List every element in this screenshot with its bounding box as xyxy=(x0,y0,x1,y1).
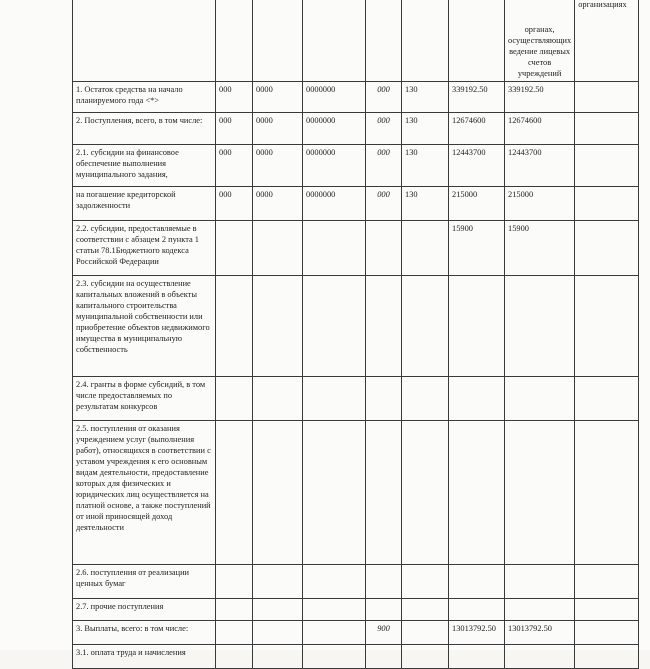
cell-code xyxy=(303,565,366,599)
table-row xyxy=(73,276,639,377)
cell-code: 0000 xyxy=(253,187,303,221)
cell-total xyxy=(449,565,505,599)
row-label: 2.6. поступления от реализации ценных бумаг xyxy=(73,565,216,599)
row-label: на погашение кредиторской задолженности xyxy=(73,187,216,221)
cell-org xyxy=(575,421,639,565)
cell-total: 13013792.50 xyxy=(449,621,505,645)
cell-code xyxy=(366,377,402,421)
row-label: 2. Поступления, всего, в том числе: xyxy=(73,113,216,145)
cell-org xyxy=(575,145,639,187)
cell-code: 000 xyxy=(366,113,402,145)
cell-code: 130 xyxy=(402,187,449,221)
cell-treasury: 215000 xyxy=(505,187,575,221)
cell-code xyxy=(366,599,402,621)
cell-code xyxy=(216,565,253,599)
cell-code xyxy=(366,421,402,565)
cell-total: 339192.50 xyxy=(449,82,505,113)
cell-org xyxy=(575,113,639,145)
row-label: 2.3. субсидии на осуществление капитальных вложений в объекты капитального строительства муниципальной собственности или приобретение объектов недвижимого имущества в муниципальную собственность xyxy=(73,276,216,377)
cell-code: 0000 xyxy=(253,82,303,113)
cell-code xyxy=(253,599,303,621)
cell-treasury xyxy=(505,599,575,621)
cell-code xyxy=(216,221,253,276)
cell-code xyxy=(303,377,366,421)
table-row xyxy=(73,645,639,669)
cell-total xyxy=(449,377,505,421)
cell-org xyxy=(575,276,639,377)
cell-total xyxy=(449,421,505,565)
cell-total: 12443700 xyxy=(449,145,505,187)
cell-total xyxy=(449,276,505,377)
cell-treasury: 12674600 xyxy=(505,113,575,145)
cell-code xyxy=(303,221,366,276)
cell-code: 0000 xyxy=(253,113,303,145)
cell-code xyxy=(402,276,449,377)
cell-code: 0000 xyxy=(253,145,303,187)
cell-code: 000 xyxy=(366,145,402,187)
cell-code: 000 xyxy=(216,82,253,113)
cell-code xyxy=(253,377,303,421)
cell-code xyxy=(253,645,303,669)
cell-code xyxy=(216,276,253,377)
cell-total xyxy=(449,645,505,669)
cell-treasury xyxy=(505,276,575,377)
cell-code xyxy=(253,621,303,645)
cell-code: 000 xyxy=(366,82,402,113)
cell-treasury: 15900 xyxy=(505,221,575,276)
cell-code: 000 xyxy=(216,145,253,187)
row-label: 1. Остаток средства на начало планируемого года <*> xyxy=(73,82,216,113)
cell-code: 900 xyxy=(366,621,402,645)
table-row xyxy=(73,421,639,565)
cell-org xyxy=(575,599,639,621)
cell-total xyxy=(449,599,505,621)
table-row xyxy=(73,113,639,145)
cell-code xyxy=(216,421,253,565)
table-row xyxy=(73,599,639,621)
cell-total: 215000 xyxy=(449,187,505,221)
cell-treasury xyxy=(505,565,575,599)
cell-total: 12674600 xyxy=(449,113,505,145)
cell-org xyxy=(575,82,639,113)
cell-code xyxy=(303,645,366,669)
cell-code: 130 xyxy=(402,82,449,113)
header-cell xyxy=(73,0,216,82)
cell-org xyxy=(575,565,639,599)
cell-org xyxy=(575,621,639,645)
header-treasury-accounts: органах, осуществляющих ведение лицевых счетов учреждений xyxy=(505,0,575,82)
row-label: 2.1. субсидии на финансовое обеспечение выполнения муниципального задания, xyxy=(73,145,216,187)
cell-code xyxy=(402,221,449,276)
table-row xyxy=(73,82,639,113)
cell-code xyxy=(366,221,402,276)
row-label: 3.1. оплата труда и начисления xyxy=(73,645,216,669)
cell-total: 15900 xyxy=(449,221,505,276)
cell-org xyxy=(575,645,639,669)
cell-treasury: 13013792.50 xyxy=(505,621,575,645)
header-cell xyxy=(253,0,303,82)
cell-code: 0000000 xyxy=(303,113,366,145)
cell-org xyxy=(575,377,639,421)
table-row xyxy=(73,621,639,645)
header-cell xyxy=(303,0,366,82)
cell-code xyxy=(303,276,366,377)
table-row xyxy=(73,145,639,187)
row-label: 2.7. прочие поступления xyxy=(73,599,216,621)
table-row xyxy=(73,187,639,221)
header-credit-organizations: организациях xyxy=(575,0,639,82)
header-cell xyxy=(402,0,449,82)
cell-org xyxy=(575,221,639,276)
header-cell xyxy=(366,0,402,82)
cell-code xyxy=(253,221,303,276)
cell-code xyxy=(253,565,303,599)
cell-code: 130 xyxy=(402,113,449,145)
cell-code xyxy=(402,377,449,421)
cell-code: 000 xyxy=(216,113,253,145)
cell-code xyxy=(216,645,253,669)
cell-treasury xyxy=(505,421,575,565)
financial-plan-table xyxy=(72,0,639,669)
cell-treasury xyxy=(505,645,575,669)
cell-code xyxy=(216,377,253,421)
cell-code xyxy=(402,645,449,669)
cell-code xyxy=(402,621,449,645)
cell-code xyxy=(216,599,253,621)
cell-code xyxy=(303,421,366,565)
cell-org xyxy=(575,187,639,221)
table-row xyxy=(73,377,639,421)
table-row xyxy=(73,221,639,276)
row-label: 3. Выплаты, всего: в том числе: xyxy=(73,621,216,645)
cell-code xyxy=(366,276,402,377)
cell-code: 0000000 xyxy=(303,145,366,187)
row-label: 2.2. субсидии, предоставляемые в соответствии с абзацем 2 пункта 1 статьи 78.1Бюджетного кодекса Российской Федерации xyxy=(73,221,216,276)
cell-code xyxy=(402,421,449,565)
cell-code: 0000000 xyxy=(303,187,366,221)
cell-treasury: 339192.50 xyxy=(505,82,575,113)
row-label: 2.4. гранты в форме субсидий, в том числе предоставляемых по результатам конкурсов xyxy=(73,377,216,421)
cell-code: 130 xyxy=(402,145,449,187)
cell-code: 000 xyxy=(366,187,402,221)
row-label: 2.5. поступления от оказания учреждением услуг (выполнения работ), относящихся в соответствии с уставом учреждения к его основным видам деятельности, предоставление которых для физических и юридических лиц осуществляется на платной основе, а также поступлений от иной приносящей доход деятельности xyxy=(73,421,216,565)
cell-code xyxy=(253,276,303,377)
cell-code: 000 xyxy=(216,187,253,221)
cell-code xyxy=(402,599,449,621)
table-header-row xyxy=(73,0,639,82)
cell-code xyxy=(366,645,402,669)
table-row xyxy=(73,565,639,599)
cell-code xyxy=(366,565,402,599)
cell-code: 0000000 xyxy=(303,82,366,113)
cell-code xyxy=(402,565,449,599)
cell-treasury xyxy=(505,377,575,421)
cell-code xyxy=(303,621,366,645)
cell-code xyxy=(216,621,253,645)
cell-code xyxy=(253,421,303,565)
header-cell xyxy=(449,0,505,82)
cell-code xyxy=(303,599,366,621)
header-cell xyxy=(216,0,253,82)
cell-treasury: 12443700 xyxy=(505,145,575,187)
